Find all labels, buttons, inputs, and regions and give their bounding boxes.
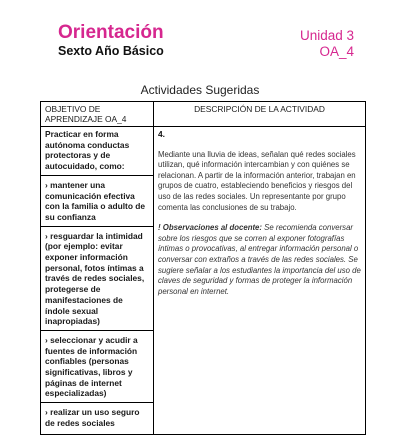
observations-label: ! Observaciones al docente: [158,223,262,233]
objective-item: › realizar un uso seguro de redes sociales [45,407,140,428]
objective-intro: Practicar en forma autónoma conductas protectoras y de autocuidado, como: [45,129,130,172]
activities-table [40,101,366,435]
oa-label: OA_4 [319,44,354,59]
objective-item: › mantener una comunicación efectiva con la familia o adulto de su confianza [45,179,146,222]
objective-column-header: OBJETIVO DE APRENDIZAJE OA_4 [41,102,154,127]
section-title: Actividades Sugeridas [140,83,260,97]
description-column-header: DESCRIPCIÓN DE LA ACTIVIDAD [154,102,366,127]
table-row [41,127,366,435]
divider [41,402,153,403]
activity-description: Mediante una lluvia de ideas, señalan qué redes sociales utilizan, qué información intercambian y con quiénes se relacionan. A partir de la información anterior, trabajan en grupos de cuatro, estableciendo beneficios y riesgos del uso de las redes sociales. Un representante por grupo comenta las conclusiones de su trabajo. [158,149,356,212]
divider [41,330,153,331]
divider [41,226,153,227]
objective-item: › seleccionar y acudir a fuentes de información confiables (personas significativas, libros y páginas de internet especializadas) [45,334,138,399]
objectives-cell [41,127,154,435]
grade-subtitle: Sexto Año Básico [58,44,164,58]
divider [41,175,153,176]
activity-number: 4. [158,129,165,139]
observations-text: Se recomienda conversar sobre los riesgos que se corren al exponer fotografías íntimas o provocativas, al entregar información personal o conversar con extraños a través de las redes sociales. Se sugiere señalar a los estudiantes la importancia del uso de claves de seguridad y formas de proteger la información personal en internet. [158,223,361,296]
page-title: Orientación [58,22,164,43]
unit-label: Unidad 3 [299,28,354,43]
table-header-row [41,102,366,127]
objective-item: › resguardar la intimidad (por ejemplo: evitar exponer información personal, fotos íntimas a través de redes sociales, protegerse de manifestaciones de índole sexual inapropiadas) [45,230,145,327]
activity-cell [154,127,366,435]
teacher-observations [158,223,361,297]
